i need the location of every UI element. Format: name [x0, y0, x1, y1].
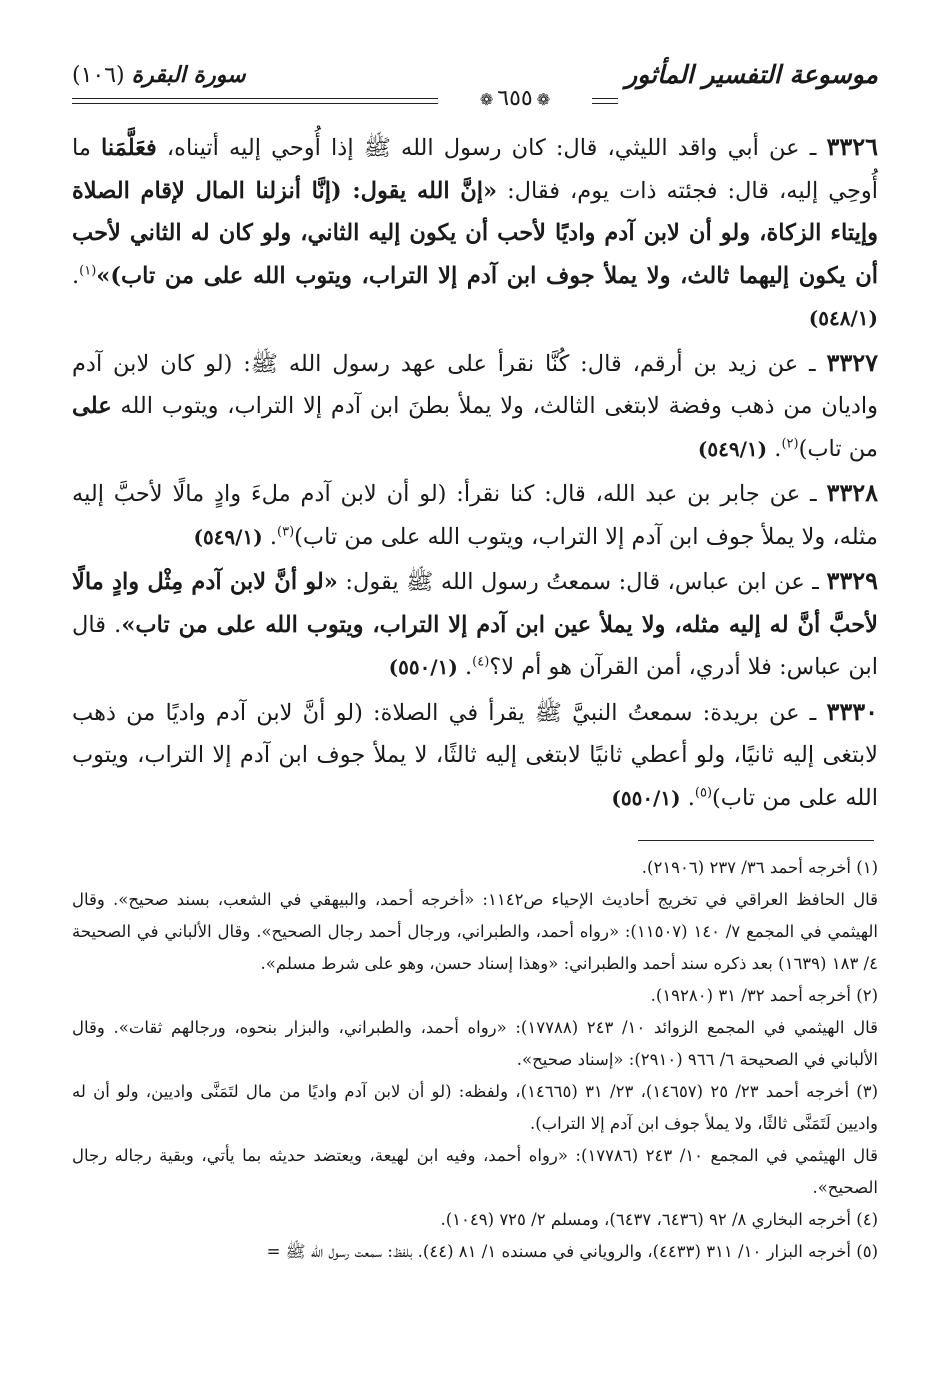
header-rule [72, 103, 438, 104]
bold-text: فعَلَّمَنا [101, 135, 157, 161]
source-reference: (٥٥٠/١) [388, 655, 458, 679]
verse-number: (١٠٦) [72, 63, 125, 88]
source-reference: (٥٤٩/١) [193, 524, 263, 549]
hadith-entry [72, 560, 878, 689]
ornament-icon: ❁ [479, 90, 494, 109]
header-rule [592, 103, 618, 104]
entry-text: . [72, 262, 80, 289]
main-text [72, 126, 878, 821]
entry-text: . [680, 784, 695, 811]
footnotes [72, 852, 878, 1268]
sura-name: سورة البقرة [131, 62, 246, 88]
hadith-entry [72, 126, 878, 340]
bold-text: على [72, 393, 112, 419]
footnote: (٥) أخرجه البزار ١٠/ ٣١١ (٤٤٣٣)، والروياني في مسنده ١/ ٨١ (٤٤). بلفظ: سمعت رسول الله ﷺ = [266, 1242, 878, 1261]
entry-text: ما أُوحِي إليه، قال: فجئته ذات يوم، فقال: [72, 135, 878, 204]
footnote-marker: (٥) [694, 785, 713, 800]
entry-text: ـ عن ابن عباس، قال: سمعتُ رسول الله ﷺ يقول: [337, 569, 827, 595]
entry-text: . قال ابن عباس: فلا أدري، أمن القرآن هو أم لا؟ [72, 611, 878, 680]
entry-number: ٣٣٢٩ [826, 566, 878, 595]
header-rule [72, 98, 438, 99]
entry-text: من تاب) [798, 435, 878, 462]
entry-number: ٣٣٢٧ [826, 347, 878, 377]
source-reference: (٥٤٨/١) [808, 306, 878, 330]
entry-text: . [767, 435, 782, 462]
sura-label [72, 58, 246, 93]
entry-text: . [262, 523, 277, 550]
entry-number: ٣٣٢٨ [826, 478, 878, 507]
footnote: (٢) أخرجه أحمد ٣٢/ ٣١ (١٩٢٨٠). [650, 986, 878, 1005]
bold-text: «إنَّ الله يقول: (إنَّا أنزلنا المال لإقام الصلاة وإيتاء الزكاة، ولو أن لابن آدم واديًا لأحب أن يكون إليه الثاني، ولو كان له الثاني لأحب أن يكون إليهما ثالث، ولا يملأ جوف ابن آدم إلا التراب، ويتوب الله على من تاب)» [72, 177, 878, 289]
footnote-marker: (١) [79, 263, 97, 278]
header-rule [592, 98, 618, 99]
footnote-marker: (٢) [781, 436, 799, 451]
footnote: (١) أخرجه أحمد ٣٦/ ٢٣٧ (٢١٩٠٦). [641, 858, 878, 877]
page-header [72, 58, 878, 111]
page-number-text: ٦٥٥ [497, 86, 533, 111]
ornament-icon: ❁ [536, 90, 551, 109]
footnote: قال الحافظ العراقي في تخريج أحاديث الإحياء ص١١٤٢: «أخرجه أحمد، والبيهقي في الشعب، بسند صحيح». وقال الهيثمي في المجمع ٧/ ١٤٠ (١١٥٠٧): «رواه أحمد، والطبراني، ورجال أحمد رجال الصحيح». وقال الألباني في الصحيحة ٤/ ١٨٣ (١٦٣٩) بعد ذكره سند أحمد والطبراني: «وهذا إسناد حسن، وهو على شرط مسلم». [72, 890, 879, 973]
entry-text: ـ عن زيد بن أرقم، قال: كُنَّا نقرأ على عهد رسول الله ﷺ: (لو كان لابن آدم واديان من ذهب وفضة لابتغى الثالث، ولا يملأ بطنَ ابن آدم إلا التراب، ويتوب الله [72, 350, 878, 419]
footnote-marker: (٣) [277, 524, 295, 539]
source-reference: (٥٤٩/١) [697, 436, 768, 461]
entry-text: ـ عن بريدة: سمعتُ النبيَّ ﷺ يقرأ في الصلاة: (لو أنَّ لابن آدم واديًا من ذهب لابتغى إليه ثانيًا، ولو أعطي ثانيًا لابتغى إليه ثالثًا، لا يملأ جوف ابن آدم إلا التراب، ويتوب الله على من تاب) [72, 699, 878, 811]
entry-number: ٣٣٣٠ [826, 696, 878, 726]
page-number [450, 86, 580, 111]
source-reference: (٥٥٠/١) [611, 785, 681, 810]
footnote: قال الهيثمي في المجمع ١٠/ ٢٤٣ (١٧٧٨٦): «رواه أحمد، وفيه ابن لهيعة، ويعتضد حديثه بما يأتي، وبقية رجاله رجال الصحيح». [72, 1146, 878, 1197]
footnote-divider [638, 840, 874, 841]
entry-text: ـ عن جابر بن عبد الله، قال: كنا نقرأ: (لو أن لابن آدم ملءَ وادٍ مالًا لأحبَّ إليه مثله، ولا يملأ جوف ابن آدم إلا التراب، ويتوب الله على من تاب) [72, 481, 878, 550]
entry-text: ـ عن أبي واقد الليثي، قال: كان رسول الله ﷺ إذا أُوحي إليه أتيناه، [156, 135, 827, 161]
entry-text: . [457, 654, 473, 680]
hadith-entry [72, 691, 878, 820]
footnote: قال الهيثمي في المجمع الزوائد ١٠/ ٢٤٣ (١٧٧٨٨): «رواه أحمد، والطبراني، والبزار بنحوه، ورجالهم ثقات». وقال الألباني في الصحيحة ٦/ ٩٦٦ (٢٩١٠): «إسناد صحيح». [72, 1018, 878, 1069]
entry-number: ٣٣٢٦ [826, 132, 878, 161]
footnote: (٤) أخرجه البخاري ٨/ ٩٢ (٦٤٣٦، ٦٤٣٧)، ومسلم ٢/ ٧٢٥ (١٠٤٩). [440, 1210, 878, 1229]
hadith-entry [72, 472, 878, 558]
footnote-marker: (٤) [472, 654, 490, 670]
book-title: موسوعة التفسير المأثور [625, 60, 878, 89]
bold-text: «لو أنَّ لابن آدم مِثْل وادٍ مالًا لأحبَّ أنَّ له إليه مثله، ولا يملأ عين ابن آدم إلا التراب، ويتوب الله على من تاب» [72, 569, 878, 638]
hadith-entry [72, 342, 878, 471]
footnote: (٣) أخرجه أحمد ٢٣/ ٢٥ (١٤٦٥٧)، ٢٣/ ٣١ (١٤٦٦٥)، ولفظه: (لو أن لابن آدم واديًا من مال لتَمَنَّى واديين، ولو أن له واديين لَتَمَنَّى ثالثًا، ولا يملأ جوف ابن آدم إلا التراب). [72, 1082, 879, 1133]
